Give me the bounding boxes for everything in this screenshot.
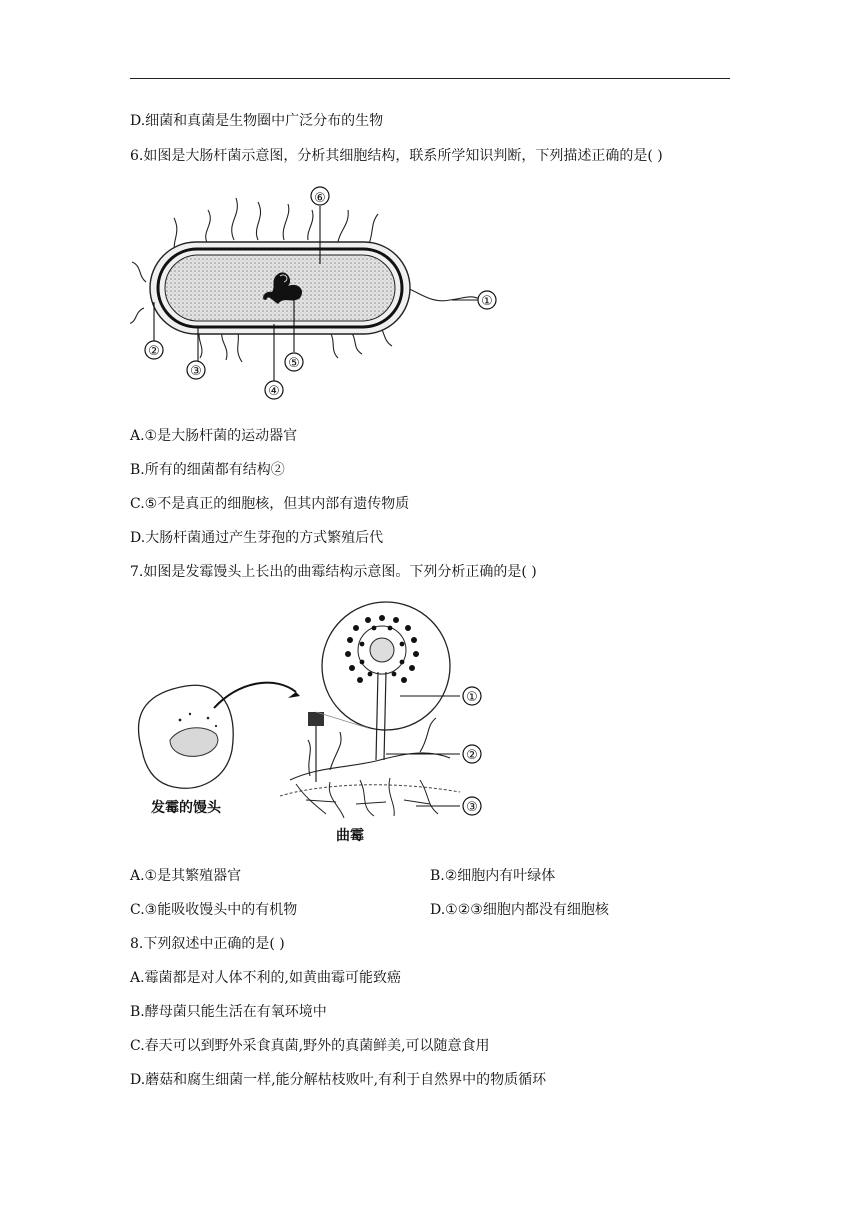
- aspergillus-diagram: [130, 600, 500, 852]
- prev-option-d: D.细菌和真菌是生物圈中广泛分布的生物: [130, 113, 384, 129]
- caption-bread: 发霉的馒头: [151, 800, 221, 816]
- label-4: ④: [268, 384, 280, 399]
- q7-option-c: C.③能吸收馒头中的有机物: [130, 902, 298, 918]
- label-3: ③: [190, 364, 202, 379]
- label-2: ②: [466, 748, 478, 763]
- caption-mold: 曲霉: [336, 828, 364, 844]
- label-6: ⑥: [314, 191, 326, 206]
- q7-option-a: A.①是其繁殖器官: [130, 868, 242, 884]
- q6-option-a: A.①是大肠杆菌的运动器官: [130, 428, 298, 444]
- question-8-stem: 8.下列叙述中正确的是( ): [130, 936, 285, 952]
- q6-option-b: B.所有的细菌都有结构②: [130, 462, 285, 478]
- label-3: ③: [466, 800, 478, 815]
- q6-option-d: D.大肠杆菌通过产生芽孢的方式繁殖后代: [130, 530, 384, 546]
- q6-option-c: C.⑤不是真正的细胞核，但其内部有遗传物质: [130, 496, 410, 512]
- q8-option-c: C.春天可以到野外采食真菌,野外的真菌鲜美,可以随意食用: [130, 1038, 490, 1054]
- label-5: ⑤: [288, 356, 300, 371]
- q7-option-d: D.①②③细胞内都没有细胞核: [430, 902, 609, 918]
- q7-option-b: B.②细胞内有叶绿体: [430, 868, 556, 884]
- label-1: ①: [481, 294, 493, 309]
- q8-option-a: A.霉菌都是对人体不利的,如黄曲霉可能致癌: [130, 970, 402, 986]
- ecoli-diagram: [130, 182, 510, 404]
- question-6-stem: 6.如图是大肠杆菌示意图，分析其细胞结构，联系所学知识判断，下列描述正确的是( ): [130, 148, 663, 164]
- q8-option-d: D.蘑菇和腐生细菌一样,能分解枯枝败叶,有利于自然界中的物质循环: [130, 1072, 547, 1088]
- q8-option-b: B.酵母菌只能生活在有氧环境中: [130, 1004, 327, 1020]
- header-rule: [130, 78, 730, 79]
- label-2: ②: [148, 344, 160, 359]
- question-7-stem: 7.如图是发霉馒头上长出的曲霉结构示意图。下列分析正确的是( ): [130, 564, 537, 580]
- label-1: ①: [466, 690, 478, 705]
